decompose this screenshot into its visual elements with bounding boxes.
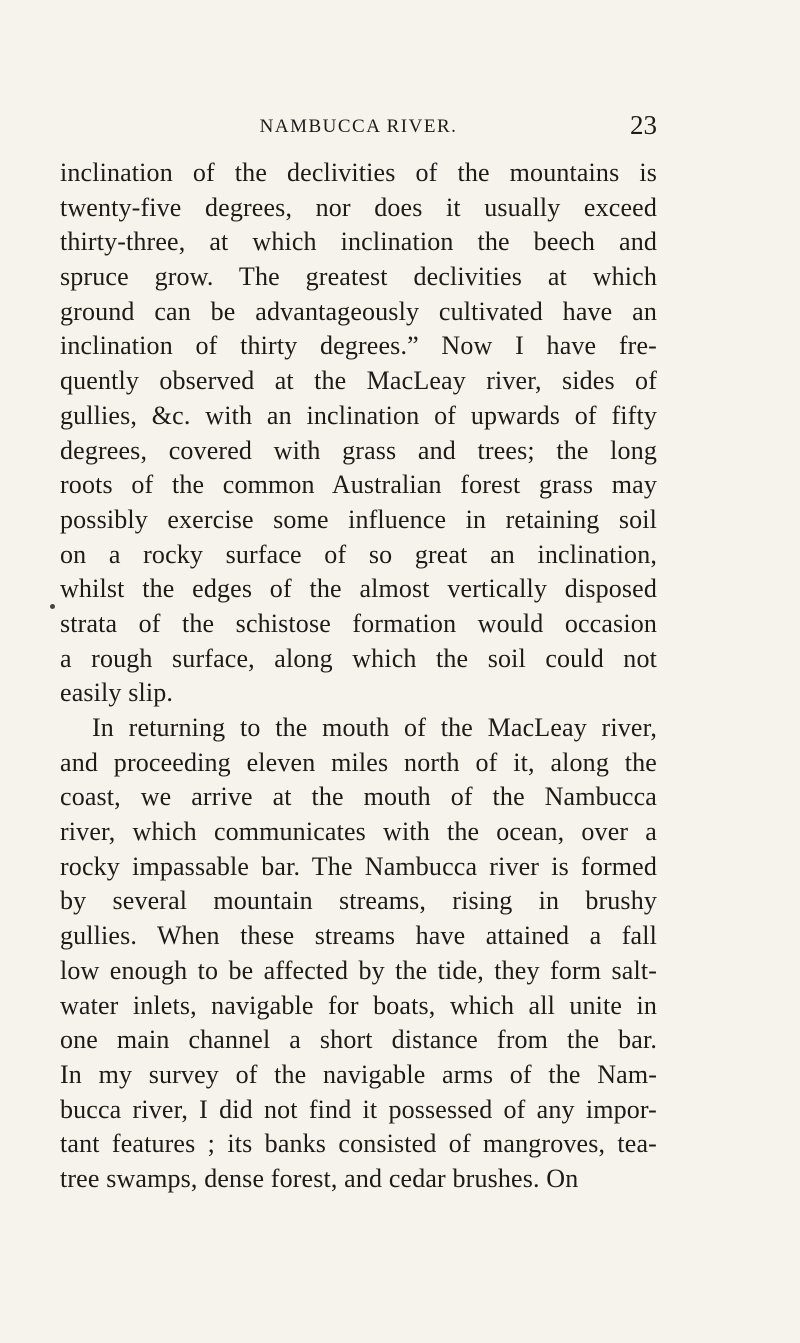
running-head <box>60 112 657 142</box>
page-number: 23 <box>630 110 657 140</box>
text-line: easily slip. <box>60 678 174 708</box>
text-line: strata of the schistose formation would occasion <box>60 608 657 638</box>
text-line: one main channel a short distance from the bar. <box>60 1025 657 1055</box>
body-text <box>60 156 657 1197</box>
text-line: rocky impassable bar. The Nambucca river is formed <box>60 851 657 881</box>
text-line: water inlets, navigable for boats, which all unite in <box>60 990 657 1020</box>
text-line: roots of the common Australian forest grass may <box>60 470 657 500</box>
text-line: twenty-five degrees, nor does it usually exceed <box>60 192 657 222</box>
text-line: bucca river, I did not find it possessed of any impor- <box>60 1094 657 1124</box>
text-line: ground can be advantageously cultivated have an <box>60 296 657 326</box>
text-line: by several mountain streams, rising in brushy <box>60 886 657 916</box>
text-line: quently observed at the MacLeay river, sides of <box>60 366 657 396</box>
paragraph <box>60 711 657 1197</box>
text-line: possibly exercise some influence in retaining soil <box>60 504 657 534</box>
text-line: In returning to the mouth of the MacLeay river, <box>92 713 657 742</box>
running-title: NAMBUCCA RIVER. <box>259 116 458 137</box>
paragraph <box>60 156 657 711</box>
text-line: tant features ; its banks consisted of mangroves, tea- <box>60 1129 657 1159</box>
text-line: and proceeding eleven miles north of it, along the <box>60 747 657 777</box>
text-line: gullies. When these streams have attained a fall <box>60 921 657 951</box>
margin-dot <box>50 604 55 609</box>
text-line: spruce grow. The greatest declivities at which <box>60 262 657 292</box>
text-line: low enough to be affected by the tide, they form salt- <box>60 955 657 985</box>
text-line: coast, we arrive at the mouth of the Nambucca <box>60 782 657 812</box>
text-line: whilst the edges of the almost vertically disposed <box>60 574 657 604</box>
text-line: river, which communicates with the ocean, over a <box>60 817 657 847</box>
text-line: gullies, &c. with an inclination of upwards of fifty <box>60 400 657 430</box>
text-line: tree swamps, dense forest, and cedar brushes. On <box>60 1163 579 1193</box>
text-line: inclination of thirty degrees.” Now I have fre- <box>60 331 657 361</box>
text-line: on a rocky surface of so great an inclination, <box>60 539 657 569</box>
text-line: In my survey of the navigable arms of the Nam- <box>60 1059 657 1089</box>
text-line: inclination of the declivities of the mountains is <box>60 158 657 187</box>
text-line: a rough surface, along which the soil could not <box>60 643 657 673</box>
text-line: thirty-three, at which inclination the beech and <box>60 227 657 257</box>
text-line: degrees, covered with grass and trees; the long <box>60 435 657 465</box>
